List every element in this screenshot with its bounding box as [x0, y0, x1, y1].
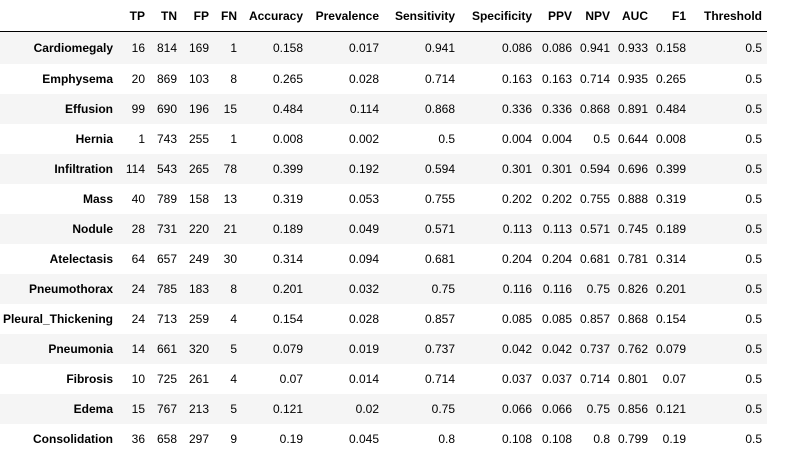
table-cell: 0.644 [617, 132, 648, 146]
table-cell: 0.202 [501, 192, 532, 206]
table-cell: 24 [131, 312, 145, 326]
table-cell: 0.5 [745, 432, 762, 446]
table-cell: 0.066 [501, 402, 532, 416]
column-header: PPV [537, 1, 577, 32]
table-cell: 0.008 [272, 132, 303, 146]
table-cell: 0.75 [586, 282, 610, 296]
table-cell: 15 [131, 402, 145, 416]
table-row [0, 364, 767, 394]
table-cell: 661 [156, 342, 177, 356]
table-cell: 0.5 [745, 402, 762, 416]
table-cell: 0.085 [541, 312, 572, 326]
table-cell: 0.094 [348, 252, 379, 266]
table-cell: 249 [188, 252, 209, 266]
table-cell: 1 [138, 132, 145, 146]
table-cell: 0.745 [617, 222, 648, 236]
column-header: Threshold [691, 1, 767, 32]
table-cell: 0.037 [541, 372, 572, 386]
table-cell: 0.868 [617, 312, 648, 326]
table-cell: 0.158 [272, 41, 303, 55]
table-cell: 0.856 [617, 402, 648, 416]
table-cell: 5 [230, 342, 237, 356]
table-cell: 169 [188, 41, 209, 55]
table-cell: 0.204 [501, 252, 532, 266]
table-cell: 0.5 [745, 252, 762, 266]
table-cell: 543 [156, 162, 177, 176]
table-cell: 0.017 [348, 41, 379, 55]
table-cell: 0.045 [348, 432, 379, 446]
table-cell: 0.5 [593, 132, 610, 146]
table-row [0, 184, 767, 214]
table-cell: 0.5 [745, 162, 762, 176]
table-cell: 0.737 [424, 342, 455, 356]
table-cell: 814 [156, 41, 177, 55]
table-cell: 0.5 [745, 72, 762, 86]
table-row [0, 214, 767, 244]
table-cell: 0.75 [431, 282, 455, 296]
table-row [0, 154, 767, 184]
table-cell: 0.755 [579, 192, 610, 206]
table-cell: 64 [131, 252, 145, 266]
table-cell: 0.762 [617, 342, 648, 356]
table-cell: 0.02 [355, 402, 379, 416]
table-cell: 0.163 [541, 72, 572, 86]
table-cell: 1 [230, 41, 237, 55]
table-cell: 0.189 [655, 222, 686, 236]
table-cell: 0.941 [579, 41, 610, 55]
table-cell: 5 [230, 402, 237, 416]
row-label: Edema [73, 402, 113, 416]
table-cell: 0.014 [348, 372, 379, 386]
table-cell: 713 [156, 312, 177, 326]
row-label: Fibrosis [66, 372, 113, 386]
table-cell: 0.037 [501, 372, 532, 386]
table-row [0, 394, 767, 424]
table-cell: 0.314 [655, 252, 686, 266]
table-cell: 0.202 [541, 192, 572, 206]
table-cell: 0.571 [424, 222, 455, 236]
table-cell: 0.801 [617, 372, 648, 386]
table-cell: 0.319 [655, 192, 686, 206]
table-cell: 0.032 [348, 282, 379, 296]
table-cell: 743 [156, 132, 177, 146]
table-row [0, 274, 767, 304]
table-row [0, 244, 767, 274]
table-cell: 0.781 [617, 252, 648, 266]
table-cell: 0.201 [272, 282, 303, 296]
column-header: NPV [577, 1, 615, 32]
table-row [0, 64, 767, 94]
table-cell: 725 [156, 372, 177, 386]
table-cell: 213 [188, 402, 209, 416]
row-label: Pneumothorax [28, 282, 113, 296]
table-cell: 0.399 [272, 162, 303, 176]
table-cell: 320 [188, 342, 209, 356]
table-cell: 0.933 [617, 41, 648, 55]
table-cell: 0.154 [655, 312, 686, 326]
table-cell: 158 [188, 192, 209, 206]
table-row [0, 424, 767, 454]
table-cell: 0.086 [501, 41, 532, 55]
table-cell: 0.042 [541, 342, 572, 356]
table-cell: 0.484 [655, 102, 686, 116]
table-cell: 13 [223, 192, 237, 206]
table-cell: 0.696 [617, 162, 648, 176]
table-cell: 0.5 [745, 312, 762, 326]
table-cell: 0.265 [272, 72, 303, 86]
table-cell: 40 [131, 192, 145, 206]
table-cell: 261 [188, 372, 209, 386]
column-header: TP [118, 1, 150, 32]
table-cell: 259 [188, 312, 209, 326]
row-label: Pleural_Thickening [2, 312, 113, 326]
table-cell: 9 [230, 432, 237, 446]
table-cell: 0.085 [501, 312, 532, 326]
table-cell: 8 [230, 72, 237, 86]
table-cell: 220 [188, 222, 209, 236]
table-cell: 0.5 [745, 222, 762, 236]
table-cell: 0.319 [272, 192, 303, 206]
table-cell: 0.121 [655, 402, 686, 416]
table-cell: 0.114 [349, 102, 379, 116]
table-cell: 0.079 [655, 342, 686, 356]
table-cell: 0.484 [272, 102, 303, 116]
table-cell: 0.714 [424, 72, 455, 86]
index-header [0, 1, 118, 32]
table-cell: 114 [125, 162, 145, 176]
table-cell: 731 [156, 222, 177, 236]
row-label: Pneumonia [48, 342, 113, 356]
table-cell: 0.826 [617, 282, 648, 296]
table-cell: 0.189 [272, 222, 303, 236]
table-cell: 0.5 [438, 132, 455, 146]
table-cell: 265 [188, 162, 209, 176]
table-row [0, 32, 767, 65]
table-cell: 0.594 [579, 162, 610, 176]
table-cell: 0.681 [424, 252, 455, 266]
table-cell: 0.163 [501, 72, 532, 86]
table-cell: 0.201 [655, 282, 686, 296]
row-label: Infiltration [54, 162, 113, 176]
table-cell: 0.5 [745, 132, 762, 146]
table-cell: 0.113 [502, 222, 532, 236]
table-cell: 0.399 [655, 162, 686, 176]
table-cell: 0.116 [502, 282, 532, 296]
table-cell: 657 [156, 252, 177, 266]
table-cell: 183 [188, 282, 209, 296]
table-cell: 30 [223, 252, 237, 266]
column-header: TN [150, 1, 182, 32]
table-row [0, 304, 767, 334]
table-cell: 0.799 [617, 432, 648, 446]
table-cell: 4 [230, 312, 237, 326]
table-cell: 0.019 [348, 342, 379, 356]
table-cell: 0.108 [541, 432, 572, 446]
table-cell: 103 [188, 72, 209, 86]
row-label: Consolidation [33, 432, 113, 446]
table-cell: 0.857 [424, 312, 455, 326]
header-row [0, 1, 767, 32]
table-cell: 0.154 [272, 312, 303, 326]
metrics-table [0, 1, 767, 454]
column-header: Accuracy [242, 1, 308, 32]
table-cell: 1 [230, 132, 237, 146]
table-cell: 0.5 [745, 372, 762, 386]
column-header: Sensitivity [384, 1, 460, 32]
column-header: Specificity [460, 1, 537, 32]
table-cell: 0.594 [424, 162, 455, 176]
table-cell: 0.714 [579, 372, 610, 386]
table-cell: 0.192 [348, 162, 379, 176]
table-cell: 789 [156, 192, 177, 206]
table-cell: 0.5 [745, 282, 762, 296]
table-cell: 0.868 [579, 102, 610, 116]
table-cell: 0.737 [579, 342, 610, 356]
table-cell: 0.008 [655, 132, 686, 146]
table-cell: 297 [188, 432, 209, 446]
table-cell: 0.75 [586, 402, 610, 416]
table-cell: 0.053 [348, 192, 379, 206]
table-cell: 99 [131, 102, 145, 116]
table-cell: 0.07 [279, 372, 303, 386]
table-cell: 0.301 [501, 162, 532, 176]
table-cell: 0.941 [424, 41, 455, 55]
table-header [0, 1, 767, 32]
row-label: Effusion [65, 102, 113, 116]
table-cell: 15 [223, 102, 237, 116]
table-cell: 0.571 [579, 222, 610, 236]
table-cell: 20 [131, 72, 145, 86]
table-cell: 0.113 [542, 222, 572, 236]
row-label: Nodule [72, 222, 113, 236]
table-cell: 0.5 [745, 102, 762, 116]
table-cell: 0.19 [279, 432, 303, 446]
table-cell: 690 [156, 102, 177, 116]
table-cell: 0.049 [348, 222, 379, 236]
table-cell: 0.19 [662, 432, 686, 446]
table-cell: 0.079 [272, 342, 303, 356]
table-cell: 0.888 [617, 192, 648, 206]
table-cell: 0.042 [501, 342, 532, 356]
table-cell: 21 [223, 222, 237, 236]
column-header: Prevalence [308, 1, 384, 32]
table-cell: 0.265 [655, 72, 686, 86]
table-cell: 4 [230, 372, 237, 386]
table-cell: 196 [188, 102, 209, 116]
table-cell: 658 [156, 432, 177, 446]
row-label: Cardiomegaly [33, 41, 113, 55]
table-cell: 0.714 [424, 372, 455, 386]
table-cell: 0.004 [501, 132, 532, 146]
table-cell: 0.121 [272, 402, 303, 416]
table-row [0, 124, 767, 154]
table-cell: 0.028 [348, 72, 379, 86]
table-cell: 0.5 [745, 342, 762, 356]
table-cell: 0.028 [348, 312, 379, 326]
table-cell: 0.8 [438, 432, 455, 446]
column-header: FP [182, 1, 214, 32]
table-cell: 0.116 [542, 282, 572, 296]
table-cell: 0.857 [579, 312, 610, 326]
table-cell: 869 [156, 72, 177, 86]
table-cell: 785 [156, 282, 177, 296]
table-cell: 0.8 [593, 432, 610, 446]
table-cell: 0.75 [431, 402, 455, 416]
table-cell: 8 [230, 282, 237, 296]
table-body [0, 32, 767, 455]
table-cell: 14 [131, 342, 145, 356]
table-cell: 0.714 [579, 72, 610, 86]
table-cell: 767 [156, 402, 177, 416]
row-label: Emphysema [42, 72, 113, 86]
table-cell: 0.755 [424, 192, 455, 206]
column-header: F1 [653, 1, 691, 32]
table-cell: 24 [131, 282, 145, 296]
table-cell: 0.301 [541, 162, 572, 176]
table-cell: 0.086 [541, 41, 572, 55]
column-header: FN [214, 1, 242, 32]
column-header: AUC [615, 1, 653, 32]
table-cell: 0.158 [655, 41, 686, 55]
table-cell: 0.336 [501, 102, 532, 116]
table-cell: 16 [131, 41, 145, 55]
table-cell: 0.891 [617, 102, 648, 116]
table-cell: 36 [131, 432, 145, 446]
table-cell: 0.002 [348, 132, 379, 146]
table-cell: 0.5 [745, 192, 762, 206]
table-cell: 0.066 [541, 402, 572, 416]
table-cell: 0.868 [424, 102, 455, 116]
table-row [0, 334, 767, 364]
table-cell: 0.004 [541, 132, 572, 146]
row-label: Atelectasis [49, 252, 113, 266]
table-cell: 28 [131, 222, 145, 236]
table-cell: 0.314 [272, 252, 303, 266]
table-cell: 255 [188, 132, 209, 146]
row-label: Hernia [75, 132, 113, 146]
table-cell: 0.336 [541, 102, 572, 116]
table-cell: 0.07 [662, 372, 686, 386]
table-row [0, 94, 767, 124]
table-cell: 78 [223, 162, 237, 176]
table-cell: 0.935 [617, 72, 648, 86]
table-cell: 0.681 [579, 252, 610, 266]
row-label: Mass [82, 192, 113, 206]
table-cell: 0.108 [501, 432, 532, 446]
table-cell: 0.204 [541, 252, 572, 266]
table-cell: 10 [131, 372, 145, 386]
table-cell: 0.5 [745, 41, 762, 55]
